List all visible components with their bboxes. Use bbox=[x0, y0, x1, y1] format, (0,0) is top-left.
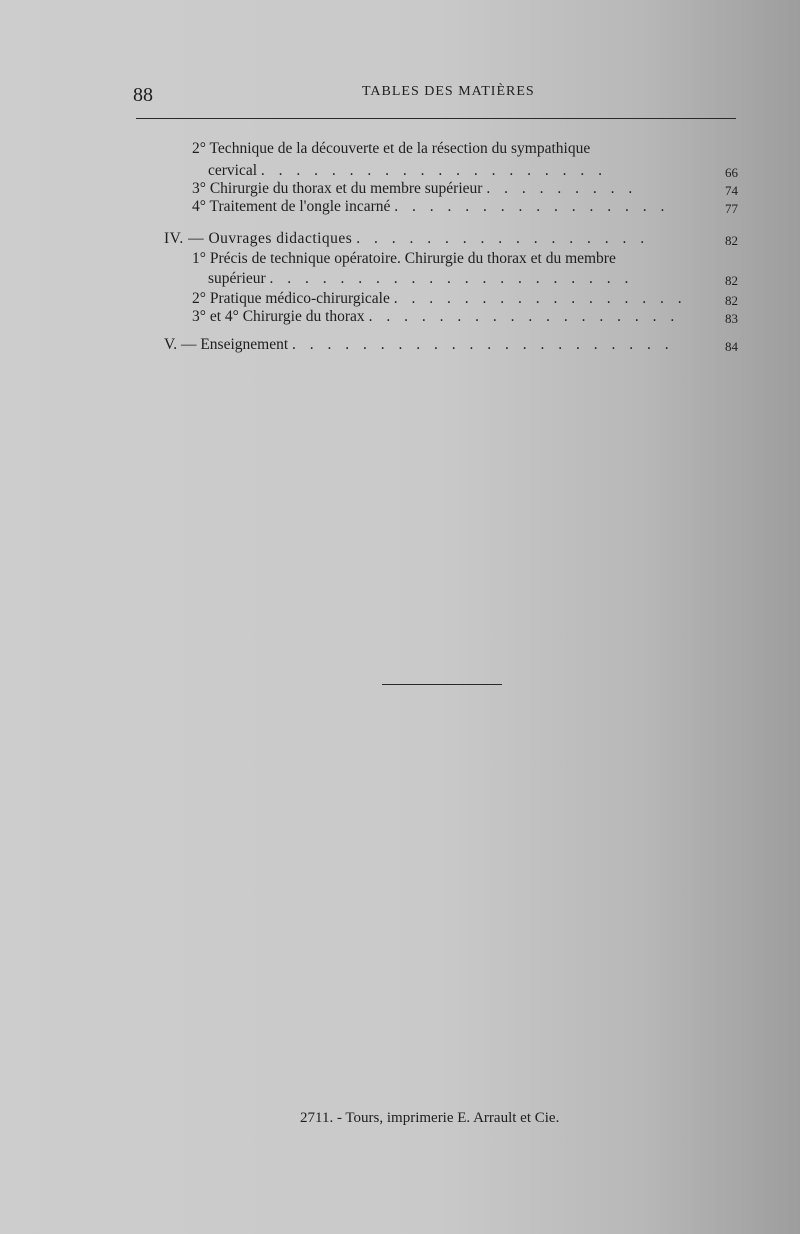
toc-entry bbox=[208, 270, 633, 288]
leader-dots: . . . . . . . . . . . . . . . . . . . . . . bbox=[292, 336, 674, 353]
toc-page-number: 66 bbox=[725, 165, 738, 180]
toc-entry bbox=[208, 162, 607, 180]
toc-section-heading bbox=[164, 230, 649, 248]
page-header bbox=[0, 80, 800, 110]
toc-page-number: 82 bbox=[725, 293, 738, 308]
toc-entry-text: IV. — Ouvrages didactiques bbox=[164, 230, 353, 247]
toc-entry-text: 2° Pratique médico-chirurgicale bbox=[192, 290, 390, 307]
toc-page-number: 74 bbox=[725, 183, 738, 198]
toc-page-number: 77 bbox=[725, 201, 738, 216]
page-number: 88 bbox=[133, 84, 153, 106]
leader-dots: . . . . . . . . . bbox=[486, 180, 638, 197]
toc-page-number: 82 bbox=[725, 233, 738, 248]
toc-entry-text: V. — Enseignement bbox=[164, 336, 289, 353]
toc-entry bbox=[192, 180, 637, 198]
toc-page-number: 83 bbox=[725, 311, 738, 326]
toc-entry bbox=[192, 290, 687, 308]
header-rule bbox=[136, 118, 736, 119]
toc-entry-text: 2° Technique de la découverte et de la résection du sympathique bbox=[192, 140, 591, 157]
leader-dots: . . . . . . . . . . . . . . . . . . bbox=[368, 308, 680, 325]
end-separator-rule bbox=[382, 684, 502, 685]
printer-colophon: 2711. - Tours, imprimerie E. Arrault et Cie. bbox=[300, 1110, 560, 1126]
leader-dots: . . . . . . . . . . . . . . . . . bbox=[393, 290, 687, 307]
toc-entry bbox=[192, 198, 669, 216]
toc-entry bbox=[192, 140, 590, 158]
toc-entry-text: 1° Précis de technique opératoire. Chirurgie du thorax et du membre bbox=[192, 250, 616, 267]
toc-entry-text: 3° Chirurgie du thorax et du membre supérieur bbox=[192, 180, 483, 197]
toc-entry bbox=[192, 308, 679, 326]
toc-entry bbox=[192, 250, 616, 268]
running-title: TABLES DES MATIÈRES bbox=[362, 84, 535, 99]
leader-dots: . . . . . . . . . . . . . . . . . bbox=[356, 230, 650, 247]
toc-page-number: 82 bbox=[725, 273, 738, 288]
toc-entry-text: supérieur bbox=[208, 270, 266, 287]
leader-dots: . . . . . . . . . . . . . . . . bbox=[394, 198, 670, 215]
toc-entry-text: cervical bbox=[208, 162, 258, 179]
toc-section-heading bbox=[164, 336, 674, 354]
leader-dots: . . . . . . . . . . . . . . . . . . . . . bbox=[269, 270, 634, 287]
leader-dots: . . . . . . . . . . . . . . . . . . . . bbox=[260, 162, 608, 179]
toc-entry-text: 4° Traitement de l'ongle incarné bbox=[192, 198, 391, 215]
toc-page-number: 84 bbox=[725, 339, 738, 354]
toc-entry-text: 3° et 4° Chirurgie du thorax bbox=[192, 308, 365, 325]
